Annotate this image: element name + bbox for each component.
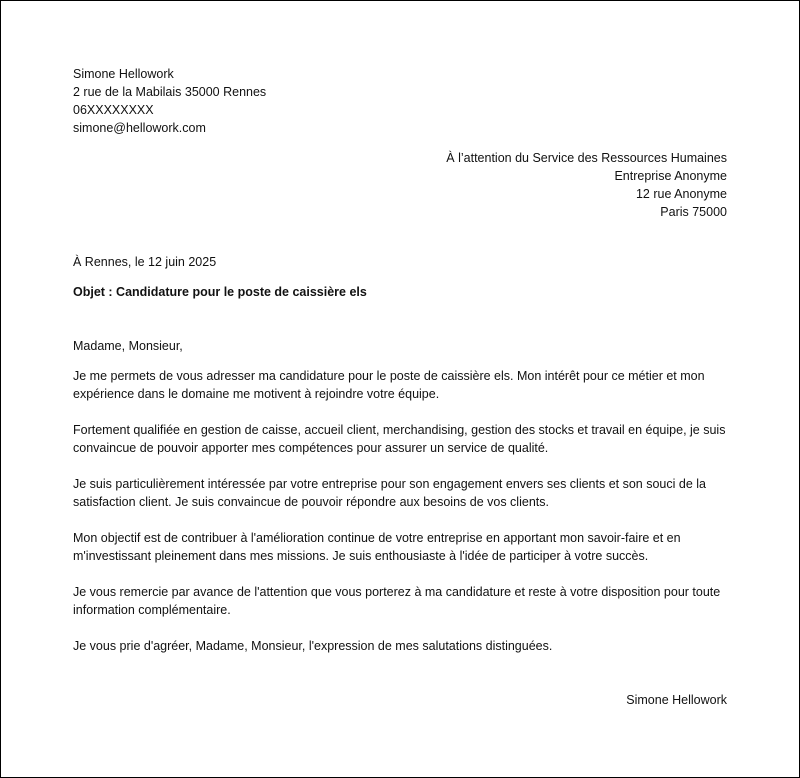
recipient-attention: À l’attention du Service des Ressources Humaines	[446, 151, 727, 165]
closing-formula: Je vous prie d'agréer, Madame, Monsieur, l'expression de mes salutations distinguées.	[73, 639, 553, 653]
recipient-street: 12 rue Anonyme	[635, 187, 727, 201]
recipient-block	[73, 149, 727, 221]
paragraph: Je me permets de vous adresser ma candidature pour le poste de caissière els. Mon intérêt pour ce métier et mon expérience dans le domaine me motivent à rejoindre votre équipe.	[73, 369, 705, 401]
letter-content	[73, 65, 727, 709]
paragraph: Je suis particulièrement intéressée par votre entreprise pour son engagement envers ses clients et son souci de la satisfaction client. Je suis convaincue de pouvoir répondre aux besoins de vos clients.	[73, 477, 706, 509]
date-line: À Rennes, le 12 juin 2025	[73, 255, 217, 269]
sender-phone: 06XXXXXXXX	[73, 103, 154, 117]
sender-email: simone@hellowork.com	[73, 121, 206, 135]
signature: Simone Hellowork	[626, 693, 727, 707]
paragraph: Mon objectif est de contribuer à l'amélioration continue de votre entreprise en apportant mon savoir-faire et en m'investissant pleinement dans mes missions. Je suis enthousiaste à l'idée de participer à votre succès.	[73, 531, 681, 563]
greeting: Madame, Monsieur,	[73, 339, 183, 353]
recipient-city: Paris 75000	[660, 205, 727, 219]
recipient-company: Entreprise Anonyme	[614, 169, 727, 183]
subject-line: Objet : Candidature pour le poste de caissière els	[73, 285, 367, 299]
paragraph: Je vous remercie par avance de l'attention que vous porterez à ma candidature et reste à votre disposition pour toute information complémentaire.	[73, 585, 721, 617]
sender-name: Simone Hellowork	[73, 67, 174, 81]
paragraph: Fortement qualifiée en gestion de caisse, accueil client, merchandising, gestion des stocks et travail en équipe, je suis convaincue de pouvoir apporter mes compétences pour assurer un service de qualité.	[73, 423, 726, 455]
sender-address: 2 rue de la Mabilais 35000 Rennes	[73, 85, 267, 99]
sender-block	[73, 65, 727, 137]
